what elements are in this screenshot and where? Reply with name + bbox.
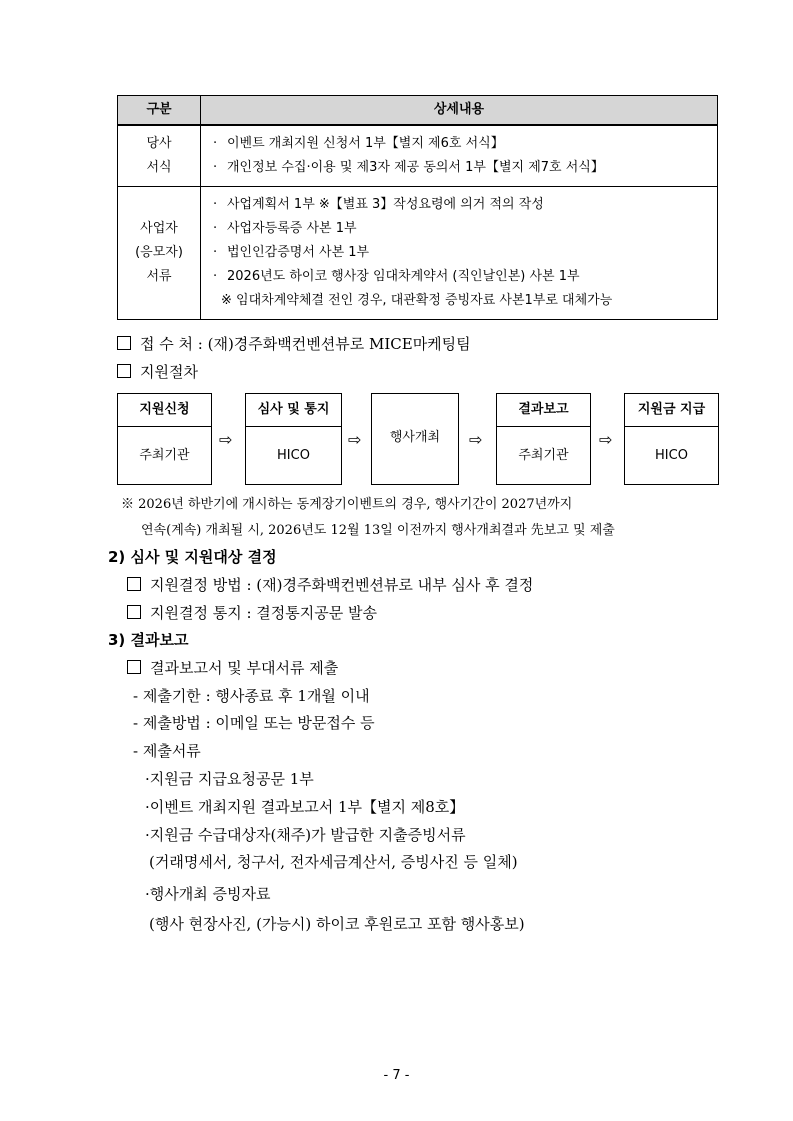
table-note: ※ 임대차계약체결 전인 경우, 대관확정 증빙자료 사본1부로 대체가능 (221, 293, 613, 308)
receipt-label: 접 수 처 (140, 335, 194, 353)
bullet: · (213, 160, 218, 175)
sub-item: ·이벤트 개최지원 결과보고서 1부【별지 제8호】 (145, 798, 465, 816)
right-arrow-icon: ⇨ (599, 430, 613, 449)
sub-item: ·행사개최 증빙자료 (145, 885, 271, 903)
flow-step-review (245, 393, 342, 485)
bullet: · (213, 136, 218, 151)
list-item: · 사업계획서 1부 ※【별표 3】작성요령에 의거 적의 작성 (213, 193, 717, 217)
section2-heading: 2) 심사 및 지원대상 결정 (108, 548, 277, 566)
table-row (118, 187, 718, 320)
bullet: · (213, 221, 218, 236)
flow-note-line2: 연속(계속) 개최될 시, 2026년도 12월 13일 이전까지 행사개최결과 先보고 및 제출 (141, 523, 615, 538)
page-number: - 7 - (383, 1068, 410, 1083)
flow-step-actor: 주최기관 (139, 448, 190, 463)
dash-item: - 제출서류 (133, 742, 201, 760)
sub-item: ·지원금 지급요청공문 1부 (145, 770, 314, 788)
row-detail (201, 187, 718, 320)
section2-item: 지원결정 통지 : 결정통지공문 발송 (127, 603, 377, 623)
flow-step-actor: 주최기관 (518, 448, 569, 463)
flow-step-event (371, 393, 459, 485)
section3-box-item: 결과보고서 및 부대서류 제출 (127, 658, 338, 678)
checkbox-square-icon (127, 605, 141, 619)
checkbox-square-icon (127, 577, 141, 591)
procedure-title: 지원절차 (117, 362, 198, 382)
table-row (118, 125, 718, 187)
dash-item: - 제출기한 : 행사종료 후 1개월 이내 (133, 687, 370, 705)
section3-heading: 3) 결과보고 (108, 631, 189, 649)
category-line: 서식 (146, 160, 172, 175)
bullet: · (213, 245, 218, 260)
flow-step-report (496, 393, 591, 485)
list-item: · 2026년도 하이코 행사장 임대차계약서 (직인날인본) 사본 1부 (213, 265, 717, 289)
flow-step-actor: 행사개최 (389, 430, 441, 445)
dash-item: - 제출방법 : 이메일 또는 방문접수 등 (133, 714, 375, 732)
flow-step-title: 지원금 지급 (625, 394, 718, 427)
flow-step-actor: HICO (655, 448, 688, 463)
flow-note-line1: ※ 2026년 하반기에 개시하는 동계장기이벤트의 경우, 행사기간이 2027년까지 (121, 497, 573, 512)
sub-item-detail: (행사 현장사진, (가능시) 하이코 후원로고 포함 행사홍보) (149, 915, 525, 933)
flow-step-title: 심사 및 통지 (246, 394, 341, 427)
header-detail: 상세내용 (201, 96, 718, 126)
receipt-line: 접 수 처 : (재)경주화백컨벤션뷰로 MICE마케팅팀 (117, 334, 471, 354)
row-category (118, 187, 201, 320)
row-category (118, 125, 201, 187)
right-arrow-icon: ⇨ (469, 430, 483, 449)
right-arrow-icon: ⇨ (348, 430, 362, 449)
list-item: · 사업자등록증 사본 1부 (213, 217, 717, 241)
flow-step-payment (624, 393, 719, 485)
flow-step-actor: HICO (277, 448, 310, 463)
checkbox-square-icon (117, 364, 131, 378)
category-line: 사업자 (140, 221, 178, 236)
list-item: · 이벤트 개최지원 신청서 1부【별지 제6호 서식】 (213, 132, 717, 156)
bullet: · (213, 197, 218, 212)
list-item: · 법인인감증명서 사본 1부 (213, 241, 717, 265)
receipt-value: (재)경주화백컨벤션뷰로 MICE마케팅팀 (207, 335, 471, 353)
sub-item-detail: (거래명세서, 청구서, 전자세금계산서, 증빙사진 등 일체) (149, 853, 518, 871)
flow-step-title: 결과보고 (497, 394, 590, 427)
right-arrow-icon: ⇨ (219, 430, 233, 449)
bullet: · (213, 269, 218, 284)
header-category: 구분 (118, 96, 201, 126)
category-line: (응모자) (135, 245, 183, 260)
table-header-row (118, 96, 718, 126)
section2-item: 지원결정 방법 : (재)경주화백컨벤션뷰로 내부 심사 후 결정 (127, 575, 533, 595)
category-line: 당사 (146, 136, 172, 151)
flow-step-title: 지원신청 (118, 394, 211, 427)
checkbox-square-icon (117, 336, 131, 350)
flow-step-apply (117, 393, 212, 485)
row-detail (201, 125, 718, 187)
checkbox-square-icon (127, 660, 141, 674)
category-line: 서류 (146, 269, 172, 284)
sub-item: ·지원금 수급대상자(채주)가 발급한 지출증빙서류 (145, 826, 466, 844)
documents-table (117, 95, 718, 320)
list-item: · 개인정보 수집·이용 및 제3자 제공 동의서 1부【별지 제7호 서식】 (213, 156, 717, 180)
